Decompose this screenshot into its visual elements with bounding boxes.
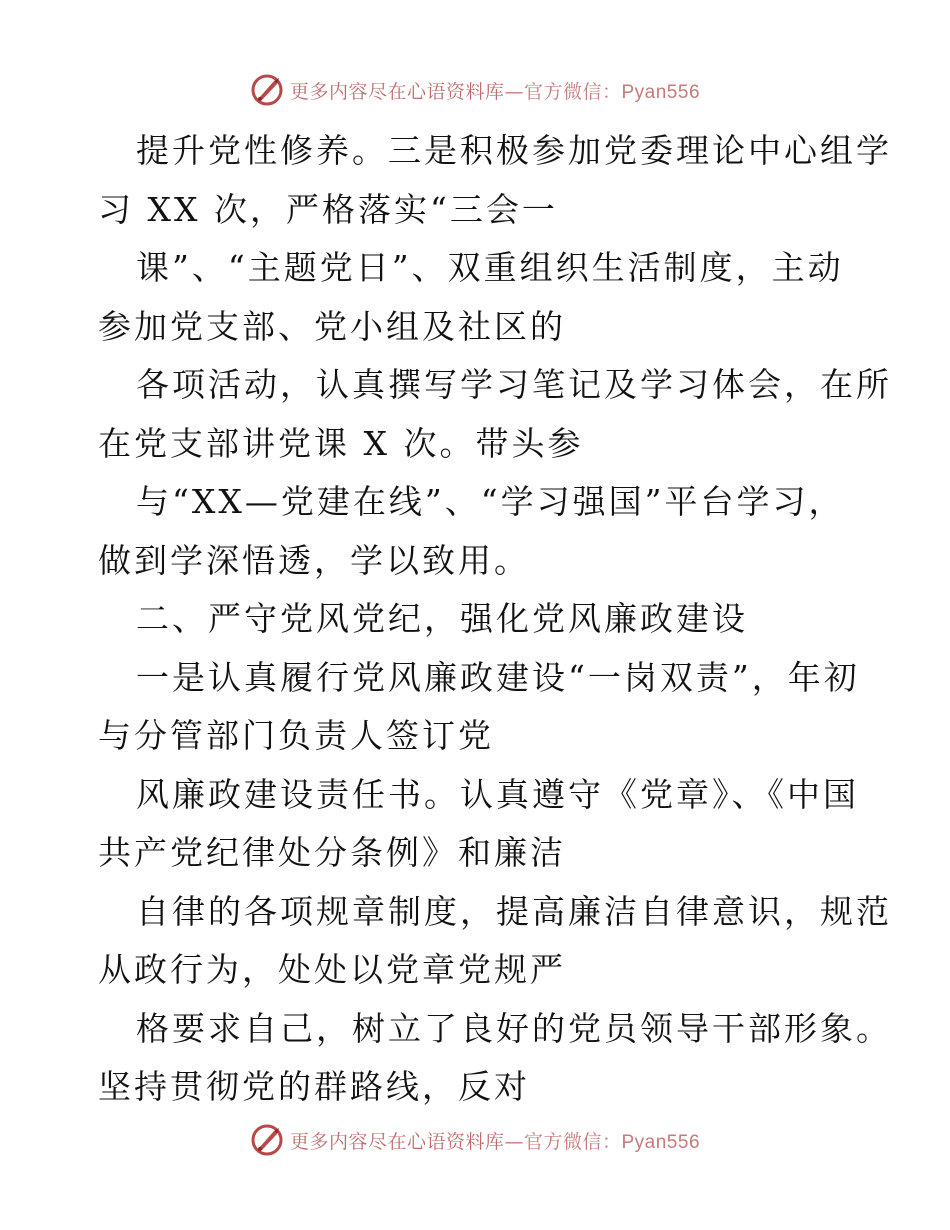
text-line: 提升党性修养。三是积极参加党委理论中心组学: [136, 131, 892, 170]
watermark-id: Pyan556: [621, 81, 701, 103]
watermark-text: [290, 77, 700, 104]
watermark-main: 更多内容尽在心语资料库: [289, 1130, 505, 1153]
text-line: 与分管部门负责人签订党: [98, 716, 494, 755]
text-line: 与“XX—党建在线”、“学习强国”平台学习，: [136, 482, 845, 521]
text-line: 在党支部讲党课 X 次。带头参: [98, 423, 584, 463]
text-line: 格要求自己，树立了良好的党员领导干部形象。: [136, 1008, 892, 1048]
watermark-main: 更多内容尽在心语资料库: [289, 80, 505, 103]
watermark-sub: 官方微信：: [523, 1130, 622, 1153]
watermark-sub: 官方微信：: [523, 80, 622, 103]
watermark-dash: —: [504, 1130, 524, 1153]
footer-watermark: [0, 1120, 950, 1160]
text-line: 一是认真履行党风廉政建设“一岗双责”，年初: [136, 657, 860, 697]
text-line: 做到学深悟透，学以致用。: [98, 540, 530, 580]
watermark-id: Pyan556: [621, 1131, 701, 1153]
text-line: 课”、“主题党日”、双重组织生活制度，主动: [136, 248, 844, 287]
watermark-text: [290, 1127, 700, 1154]
text-line: 习 XX 次，严格落实“三会一: [98, 189, 558, 229]
quill-logo-icon: [250, 73, 284, 107]
watermark-dash: —: [504, 80, 524, 103]
text-line: 各项活动，认真撰写学习笔记及学习体会，在所: [136, 365, 892, 404]
text-line: 从政行为，处处以党章党规严: [98, 950, 566, 989]
text-line: 风廉政建设责任书。认真遵守《党章》、《中国: [136, 774, 859, 814]
text-line: 自律的各项规章制度，提高廉洁自律意识，规范: [136, 891, 892, 931]
text-line: 坚持贯彻党的群路线，反对: [98, 1067, 530, 1106]
text-line: 共产党纪律处分条例》和廉洁: [98, 833, 566, 872]
text-line: 参加党支部、党小组及社区的: [98, 306, 566, 346]
quill-logo-icon: [250, 1123, 284, 1157]
text-line: 二、严守党风党纪，强化党风廉政建设: [136, 599, 748, 638]
header-watermark: [0, 70, 950, 110]
document-body: [98, 122, 892, 1117]
